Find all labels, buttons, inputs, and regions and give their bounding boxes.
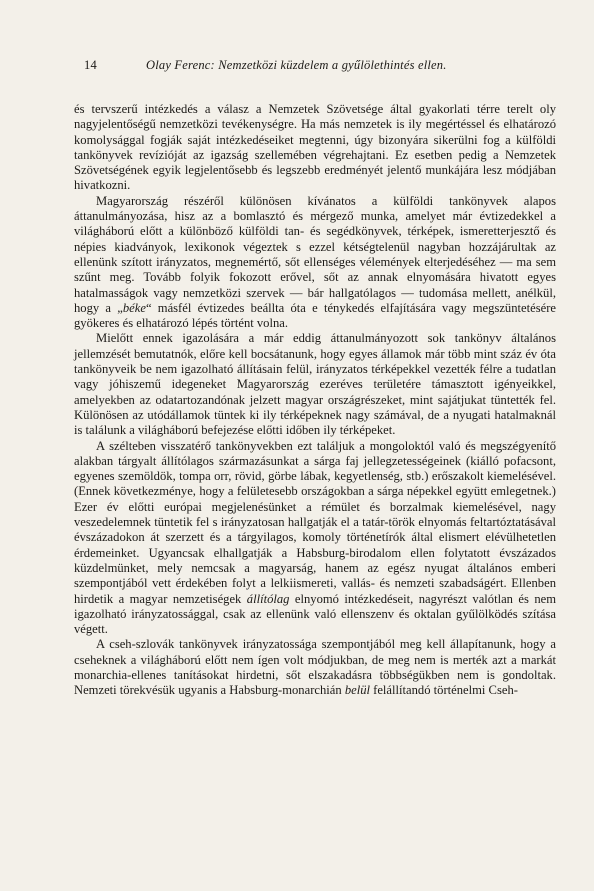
paragraph: Mielőtt ennek igazolására a már eddig áttanulmányozott sok tankönyv általános jellemzését bemutatnók, előre kell bocsátanunk, hogy egyes államok már több mint száz év óta tankönyveik be nem igazolható állításain felül, irányzatos térképekkel vezették félre a tudatlan vagy jóhiszemű idegeneket Magyarország ezeréves területére támasztott igényeikkel, amelyekben az odatartozandónak jelzett magyar országrészeket, mint sajátjukat tüntették fel. Különösen az utódállamok tüntek ki ily térképeknek nagy számával, de a nyugati hatalmaknál is találunk a világháború befejezése előtti időben ily térképeket. — [74, 331, 556, 438]
page-header — [84, 58, 554, 80]
paragraph: és tervszerű intézkedés a válasz a Nemzetek Szövetsége által gyakorlati térre terelt oly nagyjelentőségű nemzetközi tevékenységre. Ha más nemzetek is ily megértéssel és elhatározó komolysággal fogják saját intézkedéseiket megtenni, úgy bizonyára sikerülni fog a külföldi tankönyvek revízióját az igazság szellemében végrehajtani. Ez esetben pedig a Nemzetek Szövetségének egyik legjelentősebb és legszebb eredményét jelentő munkájára lesz módjában hivatkozni. — [74, 102, 556, 193]
page-number: 14 — [84, 58, 98, 72]
body-text — [74, 102, 556, 699]
running-title: Olay Ferenc: Nemzetközi küzdelem a gyűlölethintés ellen. — [146, 58, 447, 72]
paragraph: A szélteben visszatérő tankönyvekben ezt találjuk a mongoloktól való és megszégyenítő alakban tárgyalt állítólagos származásunkat a sárga faj jellegzetességeinek (kiálló pofacsont, egyenes szemöldök, tompa orr, rövid, görbe lábak, kegyetlenség, stb.) erőszakolt kiemelésével. (Ennek következménye, hogy a felületesebb országokban a sárga népekkel együtt emlegetnek.) Ezer év előtti európai megjelenésünket a rémület és borzalmak kiemelésével, nagy veszedelemnek tüntetik fel s irányzatosan hallgatják el a tatár-török elnyomás feltartóztatásával évszázadokon át szerzett és a tárgyilagos, komoly történetírók által elismert elévülhetetlen érdemeinket. Ugyancsak elhallgatják a Habsburg-birodalom ellen folytatott évszázados küzdelmünket, mely nemcsak a magyarság, hanem az egész nyugat általános emberi szempontjából vett érdekében folyt a lelkiismereti, vallás- és nemzeti szabadságért. Ellenben hirdetik a magyar nemzetiségek állítólag elnyomó intézkedéseit, nagyrészt valótlan és nem igazolható irányzatossággal, csak az ellenünk való ellenszenv és oktalan gyűlölködés szítása végett. — [74, 438, 556, 637]
paragraph: Magyarország részéről különösen kívánatos a külföldi tankönyvek alapos áttanulmányozása, hisz az a bomlasztó és mérgező munka, amelyet már évtizedekkel a világháború előtt a különböző külföldi tan- és segédkönyvek, térképek, ismeretterjesztő és népies kiadványok, lexikonok végeztek s ezzel kétségtelenül nagyban hozzájárultak az ellenünk szított irányzatos, megnemértő, sőt ellenséges vélemények elterjedéséhez — ma sem szűnt meg. Tovább folyik fokozott erővel, sőt az annak elnyomására hivatott egyes hatalmasságok vagy nemzetközi szervek — bár hallgatólagos — tudomása mellett, anélkül, hogy a „béke“ másfél évtizedes beállta óta e ténykedés elfajítására vagy megszüntetésére gyökeres és elhatározó lépés történt volna. — [74, 193, 556, 331]
paragraph: A cseh-szlovák tankönyvek irányzatossága szempontjából meg kell állapítanunk, hogy a cseheknek a világháború előtt nem ígen volt módjukban, de meg nem is merték azt a markát monarchia-ellenes tanításokat hirdetni, sőt elszakadásra többségükben nem is gondoltak. Nemzeti törekvésük ugyanis a Habsburg-monarchián belül felállítandó történelmi Cseh- — [74, 637, 556, 698]
